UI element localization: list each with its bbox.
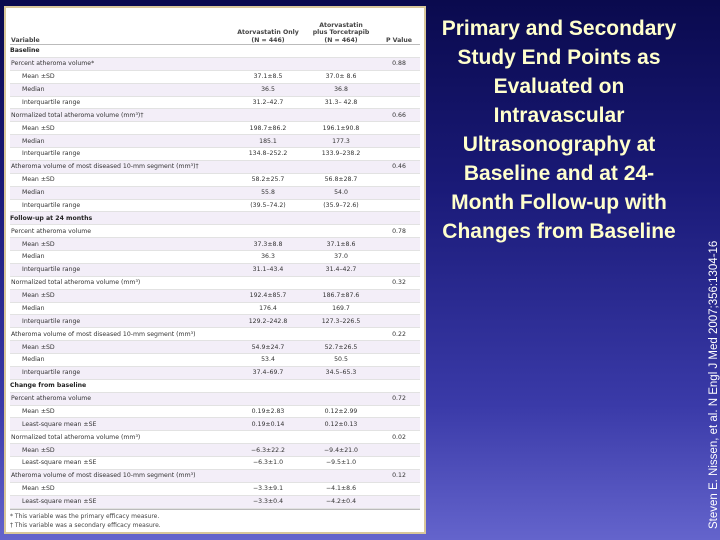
header-torcetrapib-line2: plus Torcetrapib [312,29,370,36]
header-torcetrapib-line3: (N = 464) [324,36,358,44]
cell-variable: Mean ±SD [22,240,55,248]
table-row [10,303,420,316]
cell-atorvastatin-only: −6.3±1.0 [252,459,284,467]
cell-variable: Interquartile range [22,317,81,325]
cell-variable: Atheroma volume of most diseased 10-mm segment (mm³) [11,330,196,338]
table-row [10,135,420,148]
cell-variable: Mean ±SD [22,407,55,415]
cell-atorvastatin-torcetrapib: 0.12±0.13 [324,420,358,428]
cell-atorvastatin-torcetrapib: 37.0 [334,253,348,261]
cell-variable: Percent atheroma volume [11,227,92,235]
cell-variable: Mean ±SD [22,292,55,300]
results-table [4,6,426,534]
cell-atorvastatin-torcetrapib: 34.5–65.3 [325,369,357,377]
table-row [10,161,420,174]
cell-atorvastatin-only: −6.3±22.2 [251,446,285,454]
cell-variable: Mean ±SD [22,73,55,81]
cell-p-value: 0.72 [392,395,406,403]
cell-atorvastatin-torcetrapib: 36.8 [334,86,348,94]
table-row [10,84,420,97]
cell-atorvastatin-only: 37.1±8.5 [253,73,283,81]
cell-variable: Least-square mean ±SE [22,498,97,506]
cell-atorvastatin-only: 37.3±8.8 [253,240,283,248]
header-atorvastatin-line2: (N = 446) [251,36,285,44]
cell-atorvastatin-only: 0.19±2.83 [251,407,285,415]
cell-p-value: 0.46 [392,163,406,171]
cell-atorvastatin-only: 31.2–42.7 [252,98,284,106]
cell-variable: Median [22,86,45,94]
cell-atorvastatin-only: 0.19±0.14 [251,420,285,428]
table-row [10,45,420,58]
cell-atorvastatin-torcetrapib: 0.12±2.99 [324,407,358,415]
cell-atorvastatin-torcetrapib: 31.3– 42.8 [324,98,358,106]
cell-variable: Interquartile range [22,266,81,274]
cell-atorvastatin-only: 58.2±25.7 [251,176,285,184]
cell-atorvastatin-only: 198.7±86.2 [249,124,287,132]
cell-variable: Normalized total atheroma volume (mm³) [11,433,141,441]
table-row [10,418,420,431]
cell-atorvastatin-torcetrapib: 31.4–42.7 [325,266,357,274]
table-row [10,174,420,187]
cell-p-value: 0.78 [392,227,406,235]
cell-variable: Interquartile range [22,150,81,158]
cell-variable: Interquartile range [22,369,81,377]
cell-atorvastatin-only: 134.8–252.2 [248,150,288,158]
cell-atorvastatin-torcetrapib: 37.0± 8.6 [325,73,357,81]
cell-p-value: 0.88 [392,60,406,68]
cell-variable: Median [22,356,45,364]
cell-atorvastatin-only: 37.4–69.7 [252,369,284,377]
table-row [10,200,420,213]
citation-text: Steven E. Nissen, et al. N Engl J Med 2007;356:1304-16 [708,240,720,529]
table-row [10,367,420,380]
table-header [10,11,420,45]
cell-atorvastatin-only: −3.3±9.1 [252,485,284,493]
cell-atorvastatin-only: 185.1 [259,137,277,145]
cell-variable: Mean ±SD [22,343,55,351]
cell-variable: Percent atheroma volume [11,395,92,403]
table-row [10,187,420,200]
cell-variable: Least-square mean ±SE [22,459,97,467]
table-row [10,431,420,444]
cell-atorvastatin-torcetrapib: 56.8±28.7 [324,176,358,184]
cell-atorvastatin-only: 36.3 [261,253,275,261]
cell-atorvastatin-torcetrapib: 50.5 [334,356,348,364]
cell-atorvastatin-torcetrapib: 133.9–238.2 [321,150,361,158]
table-row [10,470,420,483]
cell-atorvastatin-torcetrapib: 127.3–226.5 [321,317,361,325]
cell-atorvastatin-only: 54.9±24.7 [251,343,285,351]
header-variable: Variable [11,37,40,44]
cell-atorvastatin-only: 53.4 [261,356,275,364]
table-row [10,380,420,393]
cell-atorvastatin-only: 192.4±85.7 [249,292,287,300]
table-row [10,58,420,71]
header-atorvastatin-torcetrapib [304,22,378,45]
table-row [10,483,420,496]
cell-atorvastatin-only: 129.2–242.8 [248,317,288,325]
table-row [10,225,420,238]
table-row [10,457,420,470]
cell-atorvastatin-torcetrapib: 196.1±90.8 [322,124,360,132]
header-atorvastatin-line1: Atorvastatin Only [237,29,299,36]
cell-atorvastatin-torcetrapib: 54.0 [334,189,348,197]
table-row [10,238,420,251]
cell-variable: Baseline [10,47,40,55]
header-p-value: P Value [385,37,413,44]
cell-atorvastatin-torcetrapib: 169.7 [332,304,350,312]
cell-variable: Least-square mean ±SE [22,420,97,428]
cell-atorvastatin-only: 176.4 [259,304,277,312]
cell-variable: Median [22,189,45,197]
header-torcetrapib-line1: Atorvastatin [319,21,363,29]
cell-variable: Mean ±SD [22,124,55,132]
cell-atorvastatin-torcetrapib: 52.7±26.5 [324,343,358,351]
cell-variable: Mean ±SD [22,485,55,493]
table-row [10,148,420,161]
table-row [10,277,420,290]
table-row [10,393,420,406]
cell-p-value: 0.32 [392,279,406,287]
cell-variable: Atheroma volume of most diseased 10-mm segment (mm³)† [11,163,199,171]
cell-variable: Change from baseline [10,382,87,390]
table-footnotes [10,509,420,530]
table-row [10,109,420,122]
cell-atorvastatin-only: −3.3±0.4 [252,498,284,506]
header-atorvastatin-only [232,29,304,44]
cell-variable: Atheroma volume of most diseased 10-mm segment (mm³) [11,472,196,480]
table-row [10,315,420,328]
table-row [10,122,420,135]
cell-p-value: 0.22 [392,330,406,338]
table-row [10,251,420,264]
cell-atorvastatin-only: 36.5 [261,86,275,94]
cell-variable: Follow-up at 24 months [10,214,93,222]
cell-variable: Normalized total atheroma volume (mm³)† [11,111,144,119]
cell-p-value: 0.02 [392,433,406,441]
cell-variable: Mean ±SD [22,176,55,184]
cell-atorvastatin-torcetrapib: 37.1±8.6 [326,240,356,248]
cell-variable: Median [22,137,45,145]
table-body [10,45,420,509]
cell-variable: Median [22,253,45,261]
cell-atorvastatin-torcetrapib: −9.5±1.0 [325,459,357,467]
cell-atorvastatin-torcetrapib: −4.1±8.6 [325,485,357,493]
table-row [10,496,420,509]
cell-atorvastatin-only: (39.5–74.2) [250,201,286,209]
table-row [10,264,420,277]
table-row [10,444,420,457]
table-row [10,290,420,303]
cell-variable: Interquartile range [22,201,81,209]
cell-variable: Mean ±SD [22,446,55,454]
table-row [10,97,420,110]
footnote-secondary: † This variable was a secondary efficacy measure. [10,521,161,529]
table-row [10,212,420,225]
cell-atorvastatin-torcetrapib: (35.9–72.6) [323,201,359,209]
cell-atorvastatin-torcetrapib: 177.3 [332,137,350,145]
cell-atorvastatin-torcetrapib: −4.2±0.4 [325,498,357,506]
cell-atorvastatin-torcetrapib: −9.4±21.0 [324,446,358,454]
cell-p-value: 0.66 [392,111,406,119]
cell-atorvastatin-only: 31.1–43.4 [252,266,284,274]
cell-p-value: 0.12 [392,472,406,480]
cell-variable: Median [22,304,45,312]
cell-variable: Interquartile range [22,98,81,106]
cell-variable: Percent atheroma volume* [11,60,95,68]
table-row [10,71,420,84]
footnote-primary: * This variable was the primary efficacy measure. [10,512,160,520]
table-row [10,328,420,341]
cell-atorvastatin-torcetrapib: 186.7±87.6 [322,292,360,300]
slide-title: Primary and Secondary Study End Points as Evaluated on Intravascular Ultrasonography at Baseline and at 24-Month Follow-up with Changes from Baseline [441,17,677,243]
cell-atorvastatin-only: 55.8 [261,189,275,197]
cell-variable: Normalized total atheroma volume (mm³) [11,279,141,287]
table-row [10,354,420,367]
table-row [10,406,420,419]
table-row [10,341,420,354]
